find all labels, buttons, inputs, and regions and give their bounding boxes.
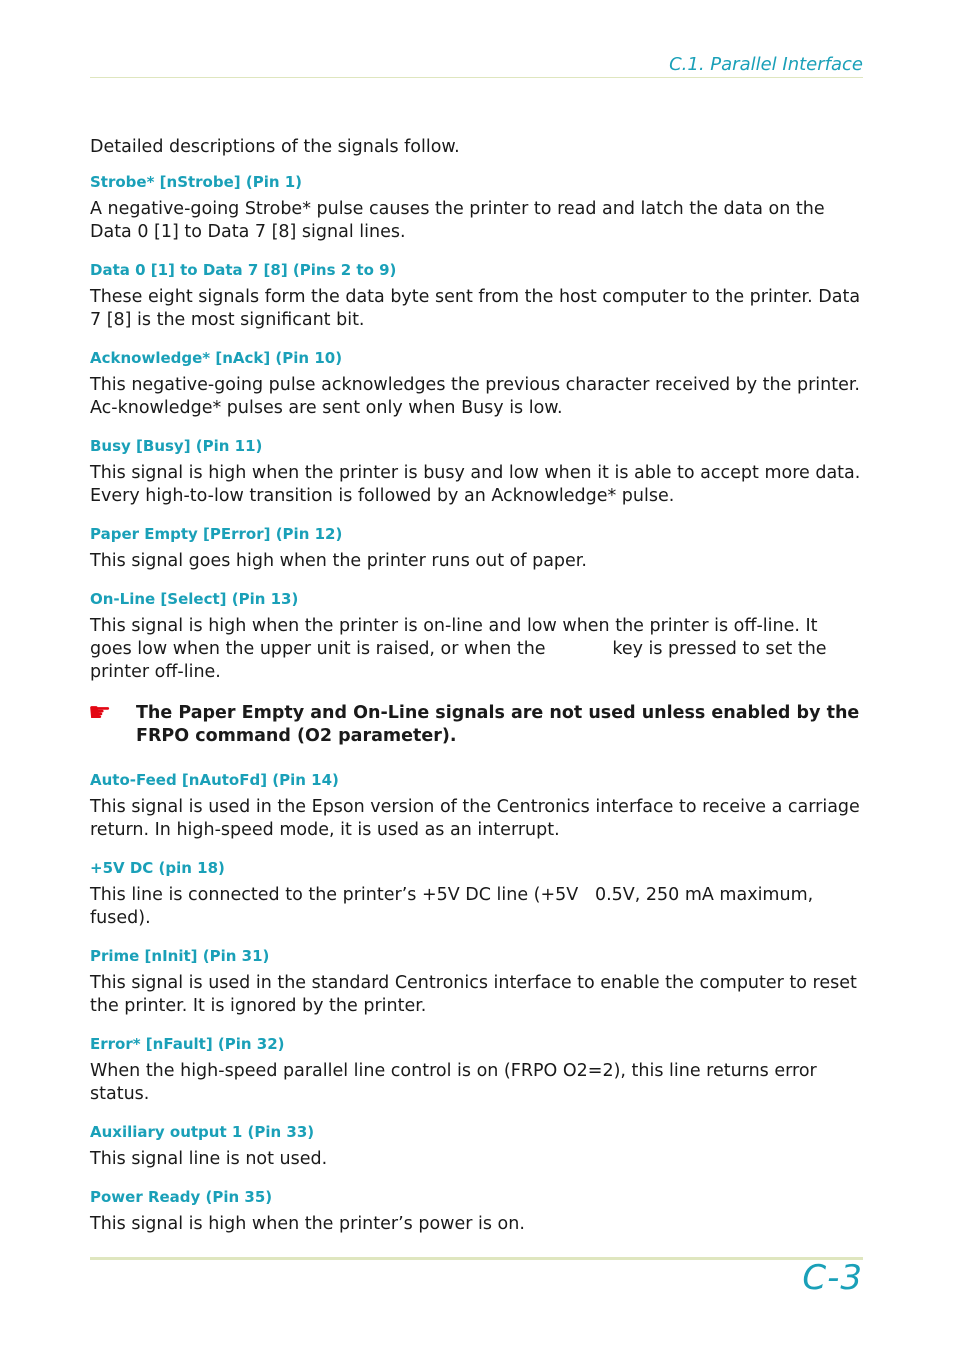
signal-section-5v-dc [90, 858, 863, 930]
note-callout [88, 698, 863, 748]
signal-section-data [90, 260, 863, 332]
signal-section-error [90, 1034, 863, 1106]
section-heading: Prime [nInit] (Pin 31) [90, 947, 270, 965]
section-body: This signal is high when the printer is busy and low when it is able to accept more data. Every high-to-low transition is followed by an Acknowledge* pulse. [90, 463, 861, 506]
section-heading: Auxiliary output 1 (Pin 33) [90, 1123, 315, 1141]
section-heading: Paper Empty [PError] (Pin 12) [90, 525, 343, 543]
section-body: This negative-going pulse acknowledges the previous character received by the printer. Ac-knowledge* pulses are sent only when Busy is low. [90, 375, 860, 418]
page-content [90, 136, 863, 1252]
section-body: When the high-speed parallel line control is on (FRPO O2=2), this line returns error status. [90, 1061, 817, 1104]
section-heading: Error* [nFault] (Pin 32) [90, 1035, 285, 1053]
section-heading: On-Line [Select] (Pin 13) [90, 590, 299, 608]
signal-section-strobe [90, 172, 863, 244]
section-body: A negative-going Strobe* pulse causes the printer to read and latch the data on the Data 0 [1] to Data 7 [8] signal lines. [90, 199, 825, 242]
signal-section-prime [90, 946, 863, 1018]
section-body: This signal is used in the Epson version of the Centronics interface to receive a carriage return. In high-speed mode, it is used as an interrupt. [90, 797, 860, 840]
section-body: This signal is high when the printer is on-line and low when the printer is off-line. It goes low when the upper unit is raised, or when the key is pressed to set the printer off-line. [90, 616, 833, 682]
footer-divider [90, 1257, 863, 1260]
section-heading: Data 0 [1] to Data 7 [8] (Pins 2 to 9) [90, 261, 397, 279]
note-text: The Paper Empty and On-Line signals are not used unless enabled by the FRPO command (O2 parameter). [136, 703, 860, 746]
section-body: These eight signals form the data byte sent from the host computer to the printer. Data 7 [8] is the most significant bit. [90, 287, 861, 330]
section-heading: +5V DC (pin 18) [90, 859, 225, 877]
signal-section-power-ready [90, 1187, 863, 1236]
header-divider [90, 77, 863, 78]
intro-paragraph: Detailed descriptions of the signals follow. [90, 137, 460, 157]
pointing-hand-icon: ☛ [88, 698, 112, 728]
section-body: This signal is used in the standard Centronics interface to enable the computer to reset the printer. It is ignored by the printer. [90, 973, 857, 1016]
section-body: This signal is high when the printer’s power is on. [90, 1214, 525, 1234]
signal-section-paper-empty [90, 524, 863, 573]
signal-section-auxiliary-output [90, 1122, 863, 1171]
signal-section-on-line [90, 589, 863, 684]
section-body: This signal line is not used. [90, 1149, 328, 1169]
section-body: This line is connected to the printer’s +5V DC line (+5V 0.5V, 250 mA maximum, fused). [90, 885, 819, 928]
signal-section-busy [90, 436, 863, 508]
page-number: C-3 [802, 1258, 863, 1298]
signal-section-acknowledge [90, 348, 863, 420]
section-heading: Strobe* [nStrobe] (Pin 1) [90, 173, 303, 191]
section-heading: Acknowledge* [nAck] (Pin 10) [90, 349, 343, 367]
section-heading: Auto-Feed [nAutoFd] (Pin 14) [90, 771, 339, 789]
running-header-title: C.1. Parallel Interface [669, 54, 863, 75]
section-heading: Busy [Busy] (Pin 11) [90, 437, 263, 455]
section-body: This signal goes high when the printer runs out of paper. [90, 551, 587, 571]
signal-section-auto-feed [90, 770, 863, 842]
section-heading: Power Ready (Pin 35) [90, 1188, 273, 1206]
